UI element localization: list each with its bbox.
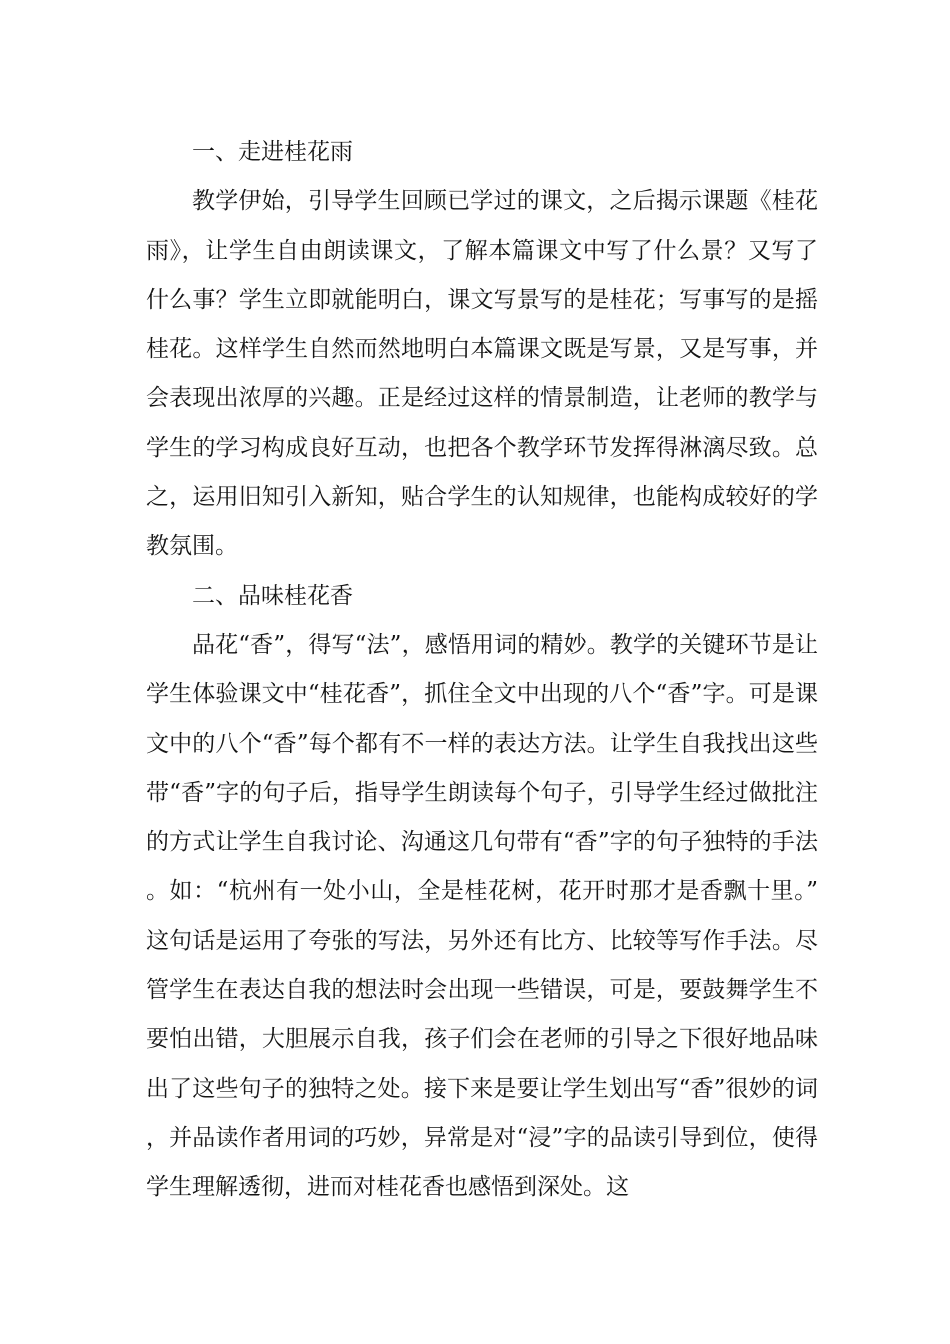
- section-heading-2: 二、品味桂花香: [192, 582, 353, 609]
- section-heading-1: 一、走进桂花雨: [192, 139, 353, 165]
- document-body: [146, 128, 818, 1213]
- section-paragraph-2: 品花“香”，得写“法”，感悟用词的精妙。教学的关键环节是让学生体验课文中“桂花香”，抓住全文中出现的八个“香”字。可是课文中的八个“香”每个都有不一样的表达方法。让学生自我找出这些带“香”字的句子后，指导学生朗读每个句子，引导学生经过做批注的方式让学生自我讨论、沟通这几句带有“香”字的句子独特的手法。如：“杭州有一处小山，全是桂花树，花开时那才是香飘十里。”这句话是运用了夸张的写法，另外还有比方、比较等写作手法。尽管学生在表达自我的想法时会出现一些错误，可是，要鼓舞学生不要怕出错，大胆展示自我，孩子们会在老师的引导之下很好地品味出了这些句子的独特之处。接下来是要让学生划出写“香”很妙的词，并品读作者用词的巧妙，异常是对“浸”字的品读引导到位，使得学生理解透彻，进而对桂花香也感悟到深处。这: [146, 631, 818, 1201]
- section-paragraph-1: 教学伊始，引导学生回顾已学过的课文，之后揭示课题《桂花雨》，让学生自由朗读课文，了解本篇课文中写了什么景？又写了什么事？学生立即就能明白，课文写景写的是桂花；写事写的是摇桂花。这样学生自然而然地明白本篇课文既是写景，又是写事，并会表现出浓厚的兴趣。正是经过这样的情景制造，让老师的教学与学生的学习构成良好互动，也把各个教学环节发挥得淋漓尽致。总之，运用旧知引入新知，贴合学生的认知规律，也能构成较好的学教氛围。: [146, 188, 818, 560]
